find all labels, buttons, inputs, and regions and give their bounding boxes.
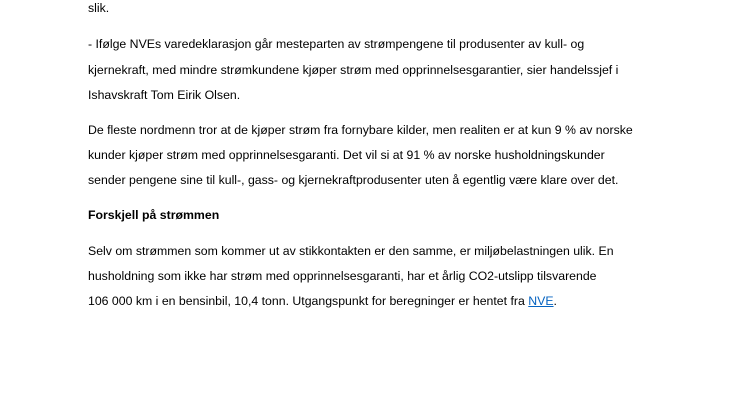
paragraph-line-with-link xyxy=(88,293,557,309)
paragraph-line: - Ifølge NVEs varedeklarasjon går mesteparten av strømpengene til produsenter av kull- og xyxy=(88,37,585,51)
paragraph-line: Ishavskraft Tom Eirik Olsen. xyxy=(88,88,241,102)
section-heading: Forskjell på strømmen xyxy=(88,208,220,222)
nve-link[interactable]: NVE xyxy=(528,294,554,308)
paragraph-line: slik. xyxy=(88,1,110,15)
paragraph-line: kjernekraft, med mindre strømkundene kjøper strøm med opprinnelsesgarantier, sier handelssjef i xyxy=(88,63,619,77)
line-text-end: . xyxy=(553,294,557,308)
paragraph-line: kunder kjøper strøm med opprinnelsesgaranti. Det vil si at 91 % av norske husholdningskunder xyxy=(88,148,605,162)
paragraph-line: Selv om strømmen som kommer ut av stikkontakten er den samme, er miljøbelastningen ulik. En xyxy=(88,244,614,258)
paragraph-line: sender pengene sine til kull-, gass- og kjernekraftprodusenter uten å egentlig være klare over det. xyxy=(88,173,619,187)
paragraph-line: husholdning som ikke har strøm med opprinnelsesgaranti, har et årlig CO2-utslipp tilsvarende xyxy=(88,269,597,283)
paragraph-line: De fleste nordmenn tror at de kjøper strøm fra fornybare kilder, men realiten er at kun 9 % av norske xyxy=(88,123,633,137)
line-text: 106 000 km i en bensinbil, 10,4 tonn. Utgangspunkt for beregninger er hentet fra xyxy=(88,294,529,308)
